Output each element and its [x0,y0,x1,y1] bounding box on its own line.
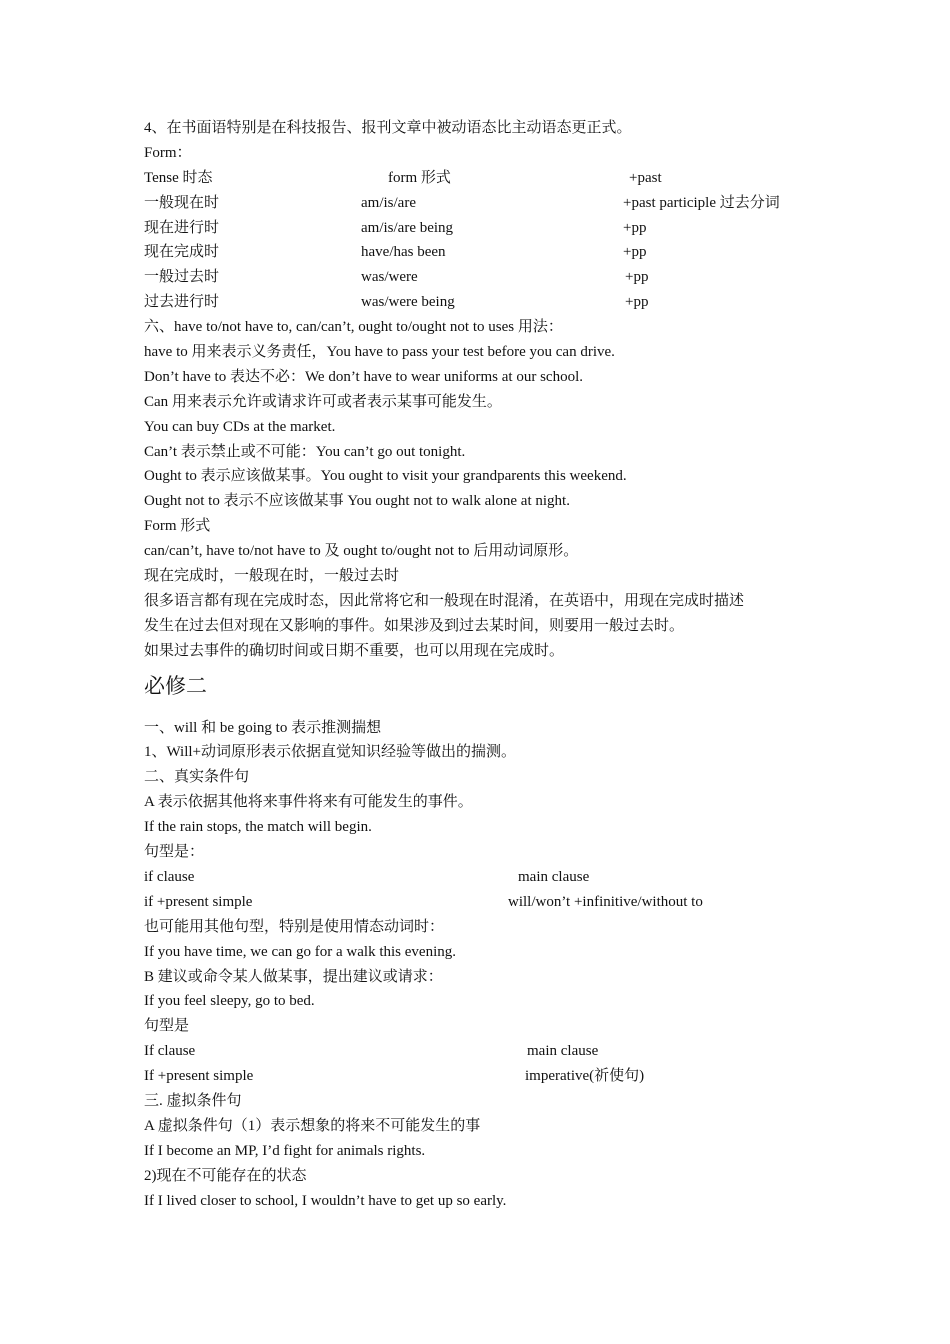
pattern-header-row [144,865,824,890]
text-line: Ought to 表示应该做某事。You ought to visit your grandparents this weekend. [144,468,627,485]
example-line: If you feel sleepy, go to bed. [144,993,315,1010]
table-row [144,240,824,265]
text-line: Form 形式 [144,518,211,535]
table-row [144,290,824,315]
tense-cell: 现在进行时 [144,219,220,236]
table-row [144,265,824,290]
text-line: Can’t 表示禁止或不可能：You can’t go out tonight. [144,443,466,460]
text-line: 也可能用其他句型，特别是使用情态动词时： [144,918,445,935]
example-line: If you have time, we can go for a walk this evening. [144,943,456,960]
module-two-heading: 必修二 [144,673,207,698]
example-line: If I become an MP, I’d fight for animals rights. [144,1142,426,1159]
if-clause-head: if clause [144,868,195,885]
will-title: 一、will 和 be going to 表示推测揣想 [144,719,382,736]
participle-cell: +pp [625,294,649,311]
text-line: Ought not to 表示不应该做某事 You ought not to walk alone at night. [144,493,570,510]
if-clause-cell: if +present simple [144,893,253,910]
text-line: 发生在过去但对现在又影响的事件。如果涉及到过去某时间，则要用一般过去时。 [144,617,685,634]
unreal-title: 三. 虚拟条件句 [144,1092,242,1109]
form-cell: was/were being [361,294,455,311]
form-label: Form： [144,144,192,161]
text-line: 1、Will+动词原形表示依据直觉知识经验等做出的揣测。 [144,744,517,761]
main-clause-head: main clause [527,1043,599,1060]
form-cell: was/were [361,269,418,286]
example-line: If the rain stops, the match will begin. [144,819,372,836]
text-line: Don’t have to 表达不必：We don’t have to wear uniforms at our school. [144,368,583,385]
pattern-row [144,890,824,915]
form-cell: am/is/are [361,194,416,211]
participle-cell: +pp [623,244,647,261]
pattern-header-row [144,1039,824,1064]
text-line: A 虚拟条件句（1）表示想象的将来不可能发生的事 [144,1117,481,1134]
participle-cell: +past participle 过去分词 [623,194,780,211]
tense-header: Tense 时态 [144,169,213,186]
text-line: 如果过去事件的确切时间或日期不重要，也可以用现在完成时。 [144,642,565,659]
tense-cell: 一般过去时 [144,269,220,286]
table-row [144,191,824,216]
if-clause-head: If clause [144,1043,196,1060]
form-cell: am/is/are being [361,219,454,236]
conditional-title: 二、真实条件句 [144,769,250,786]
main-clause-cell: imperative(祈使句) [525,1068,645,1085]
table-header-row [144,166,824,191]
text-line: Can 用来表示允许或请求许可或者表示某事可能发生。 [144,393,502,410]
example-line: If I lived closer to school, I wouldn’t have to get up so early. [144,1192,507,1209]
text-line: A 表示依据其他将来事件将来有可能发生的事件。 [144,794,473,811]
text-line: 现在完成时，一般现在时，一般过去时 [144,568,400,585]
table-row [144,216,824,241]
main-clause-head: main clause [518,868,590,885]
passive-note: 4、在书面语特别是在科技报告、报刊文章中被动语态比主动语态更正式。 [144,120,632,136]
text-line: have to 用来表示义务责任，You have to pass your test before you can drive. [144,344,615,361]
text-line: You can buy CDs at the market. [144,418,336,435]
participle-cell: +pp [625,269,649,286]
document-page [144,116,824,1213]
tense-cell: 过去进行时 [144,294,220,311]
past-header: +past [629,169,662,186]
form-cell: have/has been [361,244,446,261]
form-header: form 形式 [388,169,451,186]
pattern-row [144,1064,824,1089]
main-clause-cell: will/won’t +infinitive/without to [508,893,703,910]
tense-cell: 一般现在时 [144,194,220,211]
section-six-title: 六、have to/not have to, can/can’t, ought to/ought not to uses 用法： [144,319,563,336]
tense-cell: 现在完成时 [144,244,220,261]
if-clause-cell: If +present simple [144,1068,254,1085]
participle-cell: +pp [623,219,647,236]
text-line: B 建议或命令某人做某事，提出建议或请求： [144,968,443,985]
passive-form-table [144,166,824,315]
text-line: 很多语言都有现在完成时态，因此常将它和一般现在时混淆，在英语中，用现在完成时描述 [144,592,745,609]
pattern-label: 句型是： [144,844,205,861]
text-line: can/can’t, have to/not have to 及 ought to/ought not to 后用动词原形。 [144,543,579,560]
pattern-label: 句型是 [144,1018,190,1035]
text-line: 2)现在不可能存在的状态 [144,1167,307,1184]
